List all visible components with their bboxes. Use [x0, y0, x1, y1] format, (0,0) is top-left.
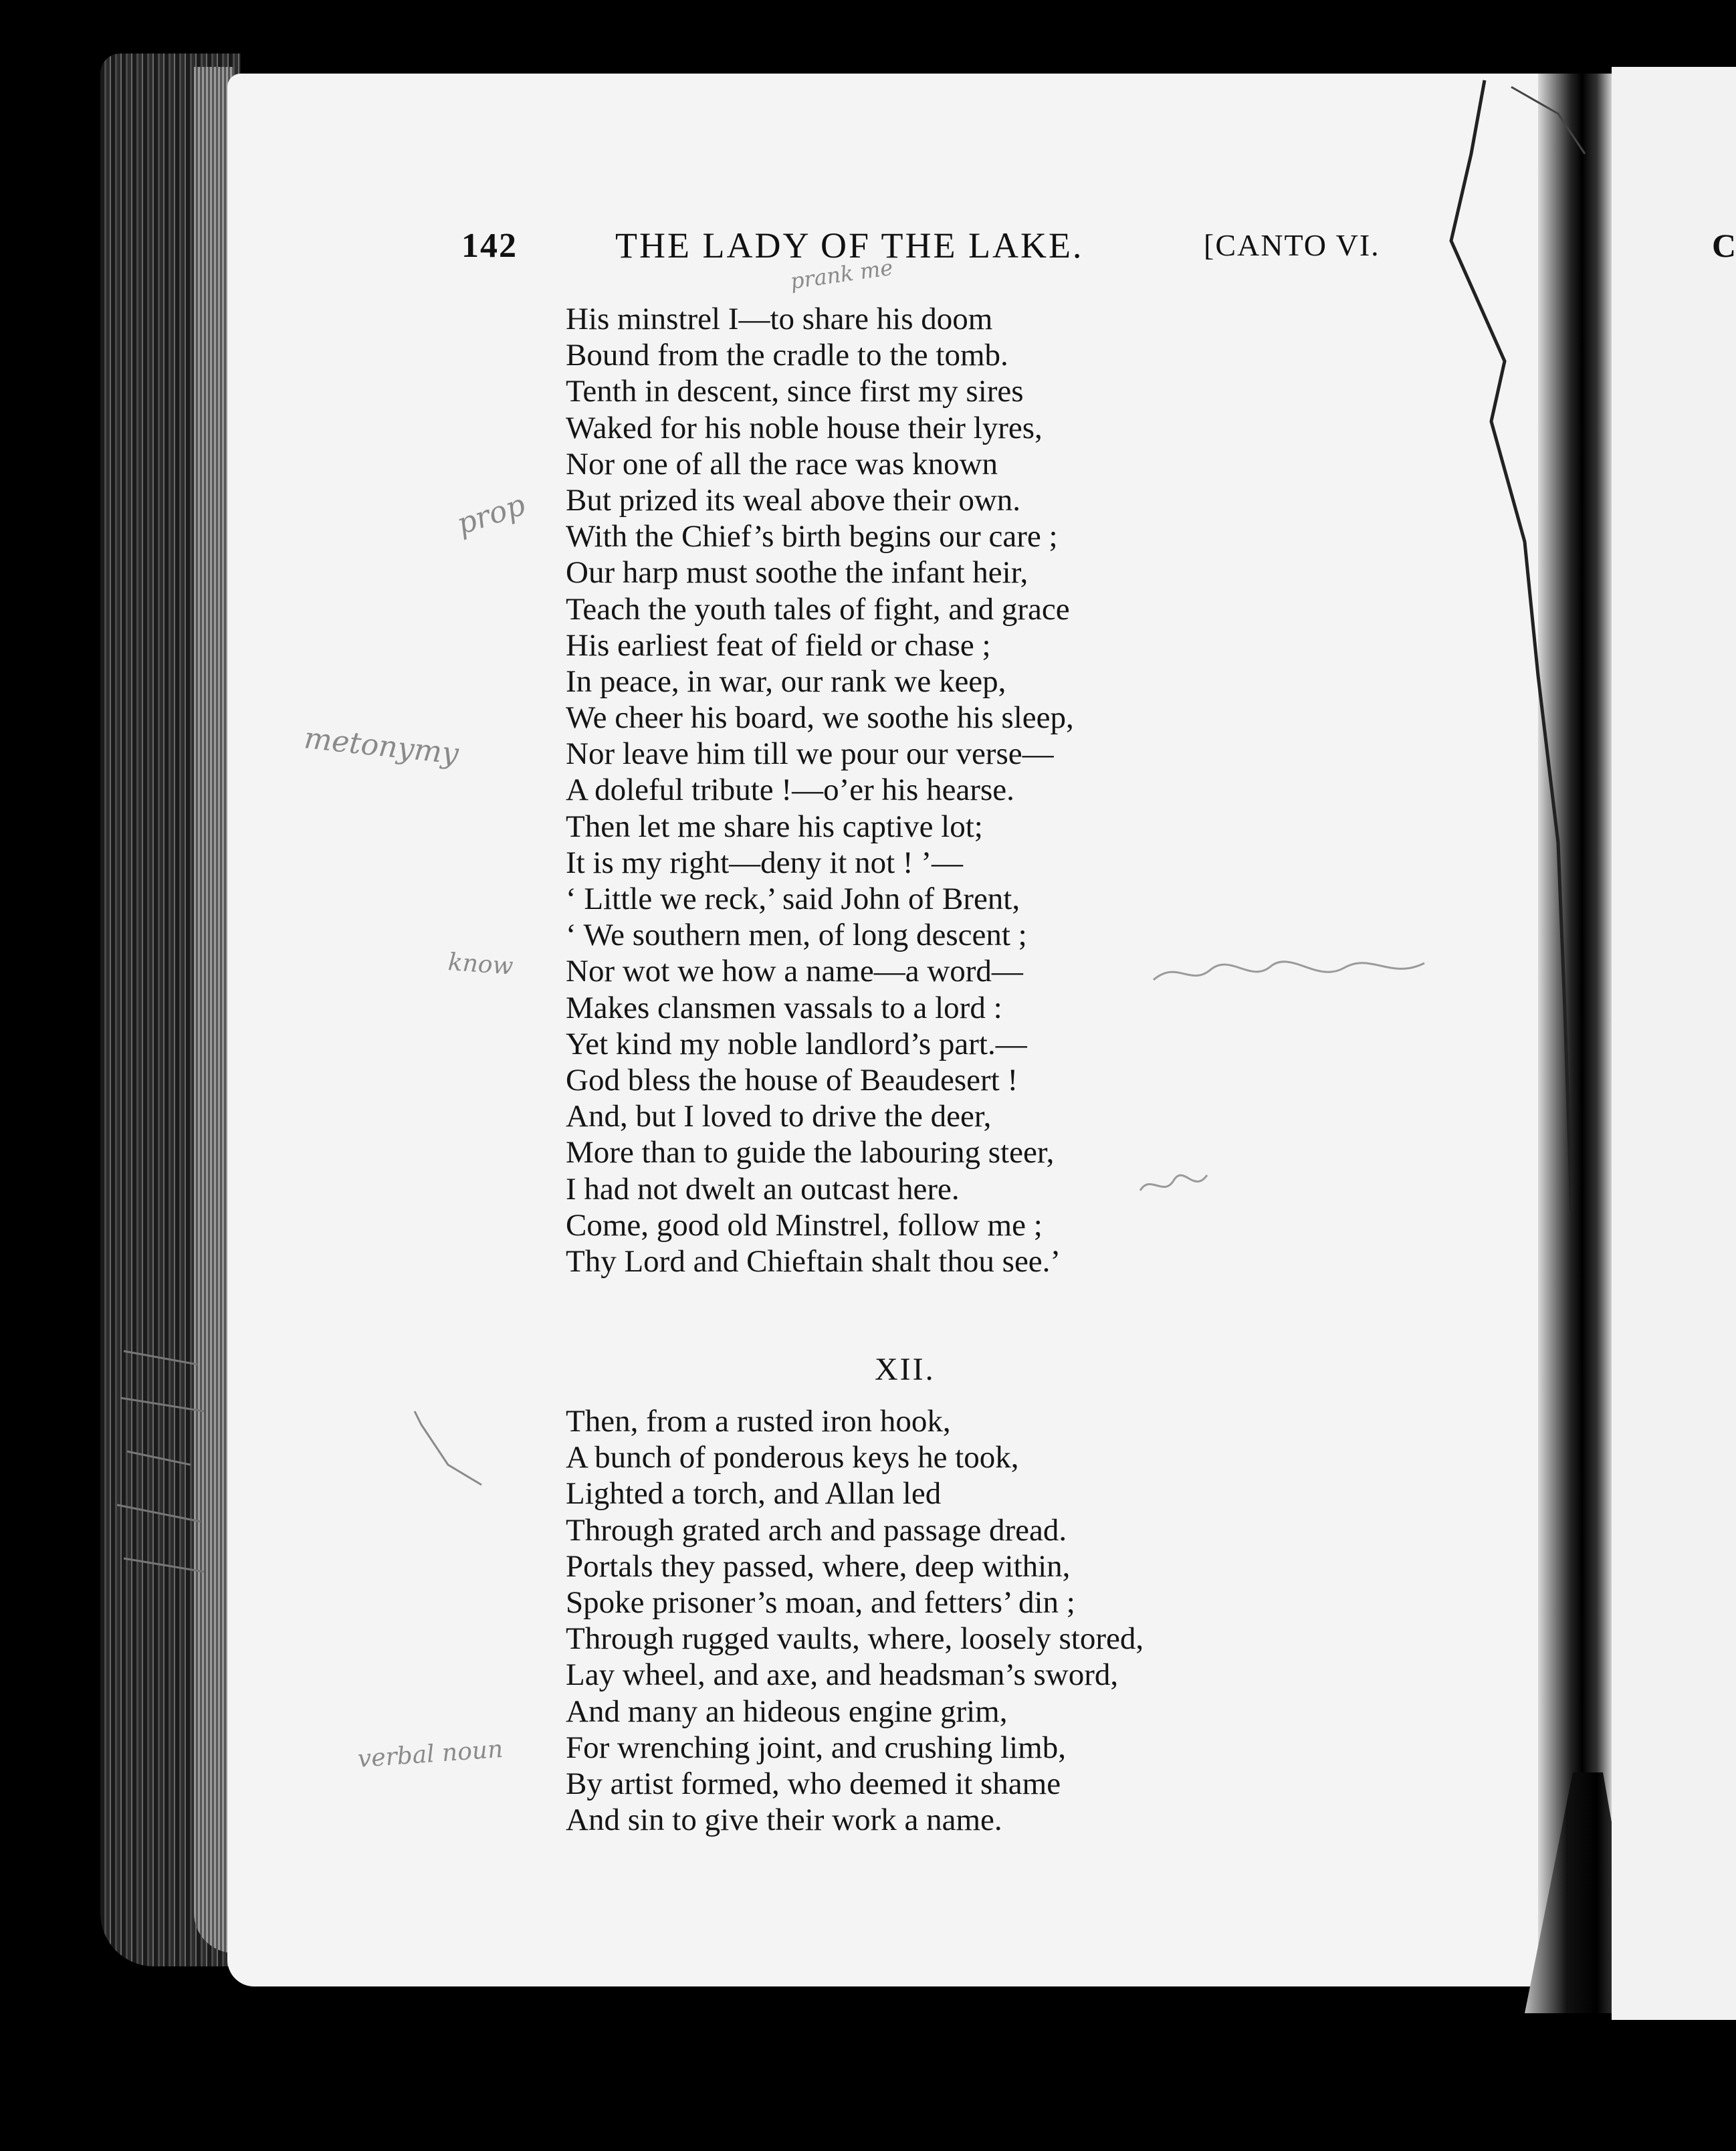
verse-line: Then, from a rusted iron hook,: [566, 1404, 951, 1439]
verse-line: It is my right—deny it not ! ’—: [566, 845, 963, 880]
verse-line: Lighted a torch, and Allan led: [566, 1476, 942, 1512]
verse-line: Our harp must soothe the infant heir,: [566, 555, 1028, 591]
verse-line: His minstrel I—to share his doom: [566, 302, 993, 336]
verse-line: Tenth in descent, since first my sires: [566, 374, 1024, 409]
verse-line: ‘ We southern men, of long descent ;: [566, 918, 1027, 953]
verse-line: Waked for his noble house their lyres,: [566, 410, 1043, 445]
page-number: 142: [461, 227, 518, 265]
verse-line: Then let me share his captive lot;: [566, 809, 983, 844]
stanza-xii: [566, 1403, 1144, 1838]
verse-line: A doleful tribute !—o’er his hearse.: [566, 773, 1014, 808]
verse-line: And sin to give their work a name.: [566, 1803, 1002, 1838]
verse-line: I had not dwelt an outcast here.: [566, 1171, 960, 1207]
verse-line: Teach the youth tales of fight, and grace: [566, 591, 1070, 627]
marginal-note: prop: [453, 488, 530, 542]
verse-line: Come, good old Minstrel, follow me ;: [566, 1207, 1043, 1243]
verse-line: In peace, in war, our rank we keep,: [566, 663, 1006, 699]
book-title: THE LADY OF THE LAKE.: [615, 225, 1084, 266]
marginal-note: metonymy: [302, 721, 461, 772]
verse-line: With the Chief’s birth begins our care ;: [566, 519, 1058, 554]
verse-line: By artist formed, who deemed it shame: [566, 1766, 1061, 1801]
verse-line: Through rugged vaults, where, loosely stored,: [566, 1621, 1144, 1657]
verse-line: And many an hideous engine grim,: [566, 1694, 1008, 1729]
pencil-bracket-mark: [408, 1405, 495, 1492]
verse-line: Yet kind my noble landlord’s part.—: [566, 1026, 1027, 1061]
pencil-scribble: [1137, 1167, 1210, 1201]
spine-scratches: [110, 1338, 211, 1619]
verse-line: Spoke prisoner’s moan, and fetters’ din ;: [566, 1584, 1075, 1620]
verse-line: His earliest feat of field or chase ;: [566, 627, 991, 663]
verse-line: But prized its weal above their own.: [566, 482, 1021, 518]
section-number: XII.: [875, 1352, 936, 1387]
verse-line: Bound from the cradle to the tomb.: [566, 338, 1008, 373]
canto-label: [CANTO VI.: [1204, 228, 1380, 262]
pencil-scribble: [1150, 953, 1431, 993]
verse-line: Thy Lord and Chieftain shalt thou see.’: [566, 1243, 1061, 1279]
facing-page: [1612, 67, 1736, 2020]
verse-line: God bless the house of Beaudesert !: [566, 1062, 1018, 1098]
verse-line: And, but I loved to drive the deer,: [566, 1099, 992, 1134]
verse-line: Nor leave him till we pour our verse—: [566, 736, 1054, 772]
verse-line: ‘ Little we reck,’ said John of Brent,: [566, 882, 1020, 916]
marginal-note: prank me: [788, 254, 895, 294]
stanza-xi-continued: [566, 301, 1074, 1279]
verse-line: More than to guide the labouring steer,: [566, 1135, 1055, 1170]
facing-page-letter: C: [1712, 227, 1736, 264]
marginal-note: know: [447, 948, 514, 981]
verse-line: Nor one of all the race was known: [566, 446, 998, 482]
verse-line: Makes clansmen vassals to a lord :: [566, 990, 1002, 1025]
verse-line: Nor wot we how a name—a word—: [566, 954, 1023, 989]
verse-line: A bunch of ponderous keys he took,: [566, 1440, 1019, 1475]
book-gutter: [1538, 74, 1612, 2000]
verse-line: Portals they passed, where, deep within,: [566, 1548, 1071, 1584]
verse-line: We cheer his board, we soothe his sleep,: [566, 700, 1074, 736]
verse-line: Through grated arch and passage dread.: [566, 1512, 1067, 1548]
marginal-note: verbal noun: [356, 1735, 504, 1773]
verse-line: Lay wheel, and axe, and headsman’s sword,: [566, 1657, 1119, 1693]
verse-line: For wrenching joint, and crushing limb,: [566, 1730, 1066, 1765]
running-head: [461, 225, 1398, 272]
